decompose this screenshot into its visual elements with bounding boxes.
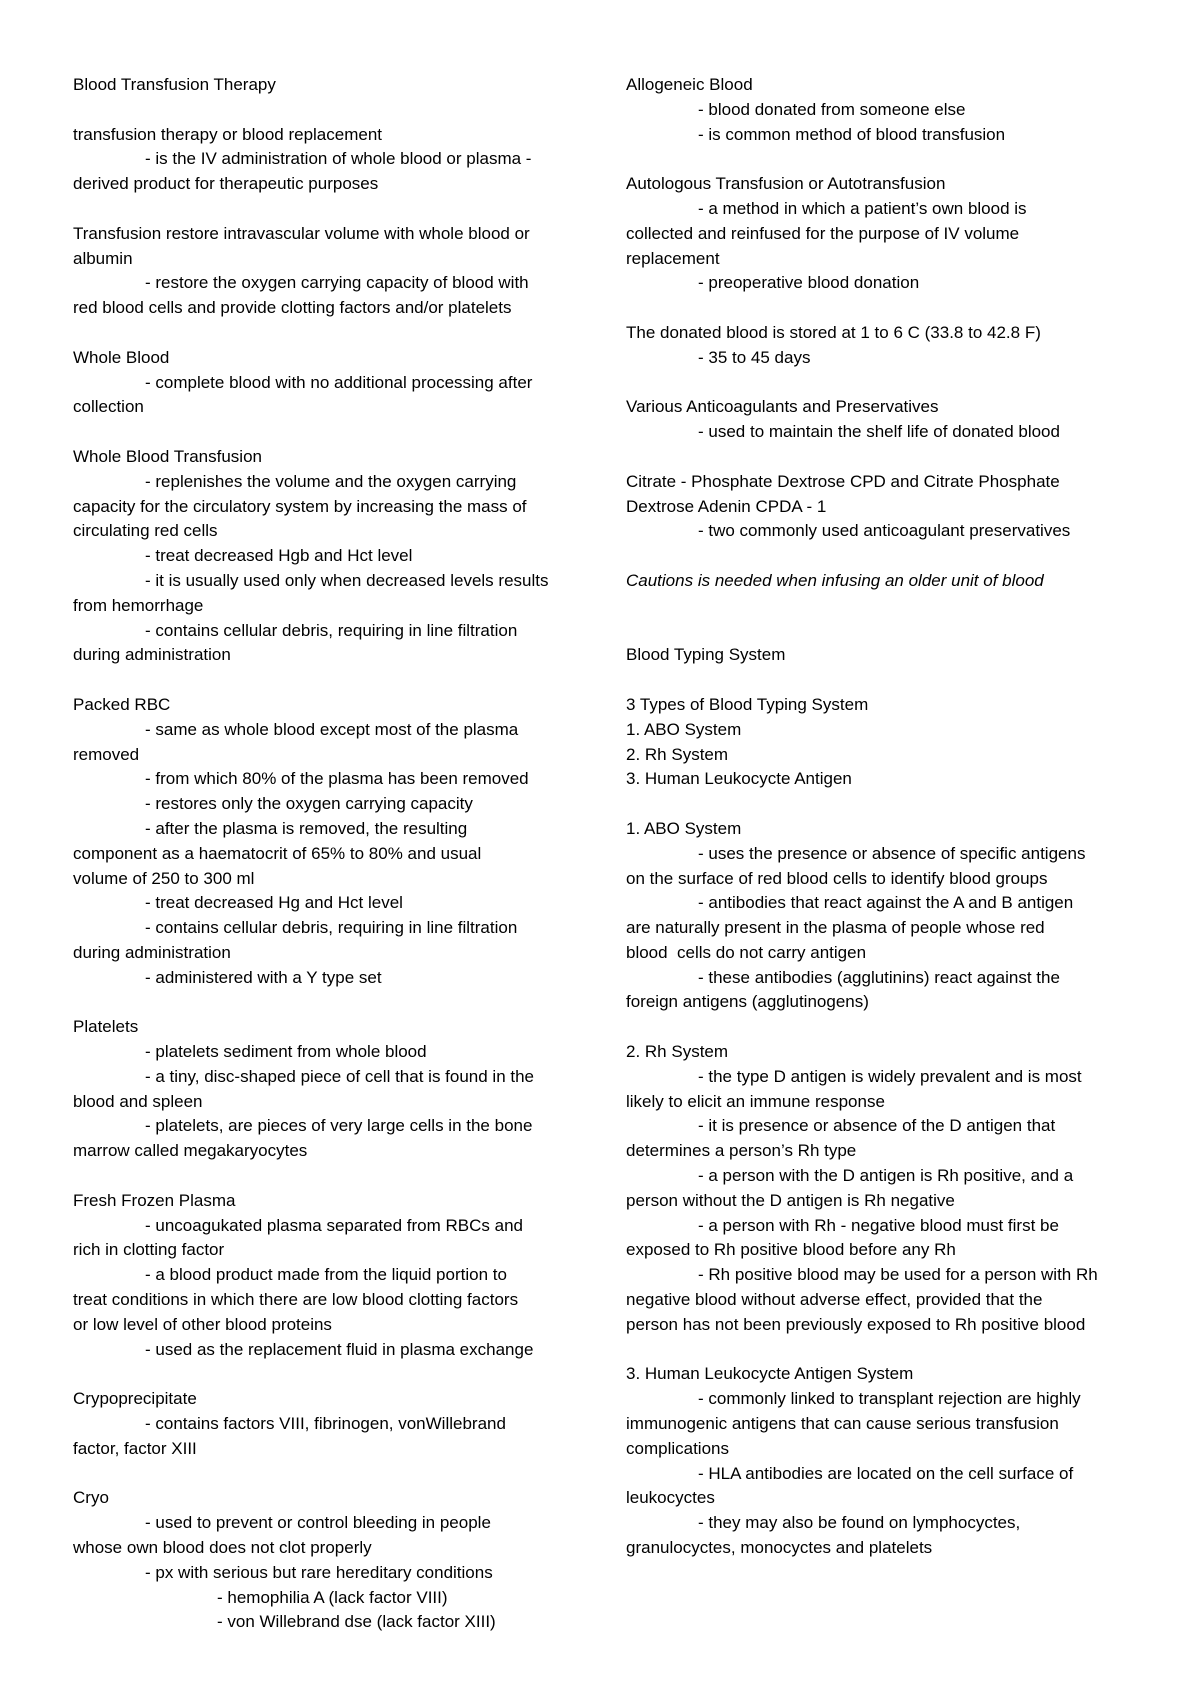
text-line: - platelets, are pieces of very large cells in the bone — [145, 1116, 533, 1136]
text-line: - 35 to 45 days — [698, 347, 811, 367]
text-line: leukocyctes — [626, 1488, 715, 1508]
text-line: or low level of other blood proteins — [73, 1314, 332, 1334]
text-line: removed — [73, 744, 140, 764]
text-line: - a method in which a patient’s own blood is — [698, 198, 1027, 218]
text-line: - same as whole blood except most of the plasma — [145, 719, 519, 739]
text-line: 2. Rh System — [626, 744, 729, 764]
text-line: - used to prevent or control bleeding in people — [145, 1513, 491, 1533]
text-line: 3 Types of Blood Typing System — [626, 694, 869, 714]
text-line: Blood Typing System — [626, 645, 786, 665]
text-line: during administration — [73, 645, 231, 665]
text-line: - HLA antibodies are located on the cell surface of — [698, 1463, 1074, 1483]
text-line: - platelets sediment from whole blood — [145, 1042, 427, 1062]
text-line: Allogeneic Blood — [626, 75, 753, 94]
text-line: Autologous Transfusion or Autotransfusion — [626, 174, 946, 194]
text-line: - blood donated from someone else — [698, 99, 966, 119]
text-line: Whole Blood — [73, 347, 170, 367]
blank-line — [626, 1338, 1146, 1363]
text-line: likely to elicit an immune response — [626, 1091, 885, 1111]
text-line: Crypoprecipitate — [73, 1389, 197, 1409]
blank-line — [626, 296, 1146, 321]
text-line: Cautions is needed when infusing an older unit of blood — [626, 570, 1044, 590]
text-line: - antibodies that react against the A and B antigen — [698, 893, 1074, 913]
text-line: - two commonly used anticoagulant preservatives — [698, 521, 1071, 541]
text-line: - used to maintain the shelf life of donated blood — [698, 422, 1060, 442]
text-line: foreign antigens (agglutinogens) — [626, 992, 869, 1012]
blank-line — [73, 668, 593, 693]
text-line: - von Willebrand dse (lack factor XIII) — [217, 1612, 496, 1632]
text-line: factor, factor XIII — [73, 1438, 197, 1458]
text-line: - commonly linked to transplant rejection are highly — [698, 1389, 1081, 1409]
text-line: 1. ABO System — [626, 818, 742, 838]
text-line: Platelets — [73, 1017, 139, 1037]
text-line: - it is usually used only when decreased levels results — [145, 570, 549, 590]
text-line: - administered with a Y type set — [145, 967, 382, 987]
text-line: blood cells do not carry antigen — [626, 942, 867, 962]
text-line: - contains cellular debris, requiring in line filtration — [145, 918, 518, 938]
text-line: - preoperative blood donation — [698, 273, 920, 293]
text-line: - restores only the oxygen carrying capacity — [145, 794, 473, 814]
text-line: - used as the replacement fluid in plasma exchange — [145, 1339, 534, 1359]
text-line: 2. Rh System — [626, 1042, 729, 1062]
blank-line — [626, 147, 1146, 172]
blank-line — [73, 98, 593, 123]
text-line: Fresh Frozen Plasma — [73, 1190, 236, 1210]
text-line: - treat decreased Hg and Hct level — [145, 893, 403, 913]
text-line: - uncoagukated plasma separated from RBCs and — [145, 1215, 523, 1235]
text-line: - Rh positive blood may be used for a person with Rh — [698, 1265, 1098, 1285]
text-line: - it is presence or absence of the D antigen that — [698, 1116, 1056, 1136]
blank-line — [73, 321, 593, 346]
text-line: exposed to Rh positive blood before any Rh — [626, 1240, 956, 1260]
text-line: - they may also be found on lymphocyctes, — [698, 1513, 1021, 1533]
text-line: component as a haematocrit of 65% to 80% and usual — [73, 843, 482, 863]
text-line: complications — [626, 1438, 729, 1458]
blank-line — [626, 619, 1146, 644]
text-line: from hemorrhage — [73, 595, 204, 615]
text-line: volume of 250 to 300 ml — [73, 868, 255, 888]
text-line: marrow called megakaryocytes — [73, 1141, 308, 1161]
text-line: Packed RBC — [73, 694, 171, 714]
text-line: 3. Human Leukocycte Antigen System — [626, 1364, 914, 1384]
text-line: rich in clotting factor — [73, 1240, 225, 1260]
blank-line — [73, 990, 593, 1015]
text-line: Blood Transfusion Therapy — [73, 75, 276, 94]
right-column — [626, 73, 1146, 1561]
text-line: Various Anticoagulants and Preservatives — [626, 397, 939, 417]
blank-line — [73, 1164, 593, 1189]
text-line: - from which 80% of the plasma has been removed — [145, 769, 529, 789]
blank-line — [626, 445, 1146, 470]
text-line: transfusion therapy or blood replacement — [73, 124, 383, 144]
text-line: - a blood product made from the liquid portion to — [145, 1265, 507, 1285]
text-line: person has not been previously exposed to Rh positive blood — [626, 1314, 1086, 1334]
text-line: - treat decreased Hgb and Hct level — [145, 546, 413, 566]
text-line: negative blood without adverse effect, provided that the — [626, 1290, 1043, 1310]
text-line: collected and reinfused for the purpose of IV volume — [626, 223, 1020, 243]
text-line: determines a person’s Rh type — [626, 1141, 857, 1161]
text-line: red blood cells and provide clotting factors and/or platelets — [73, 298, 512, 318]
text-line: - a person with Rh - negative blood must first be — [698, 1215, 1059, 1235]
text-line: treat conditions in which there are low blood clotting factors — [73, 1290, 519, 1310]
text-line: 1. ABO System — [626, 719, 742, 739]
text-line: person without the D antigen is Rh negative — [626, 1190, 955, 1210]
text-line: The donated blood is stored at 1 to 6 C (33.8 to 42.8 F) — [626, 322, 1041, 342]
text-line: - these antibodies (agglutinins) react against the — [698, 967, 1060, 987]
text-line: - contains cellular debris, requiring in line filtration — [145, 620, 518, 640]
text-line: - contains factors VIII, fibrinogen, vonWillebrand — [145, 1414, 506, 1434]
text-line: blood and spleen — [73, 1091, 203, 1111]
text-line: - the type D antigen is widely prevalent and is most — [698, 1066, 1082, 1086]
text-line: during administration — [73, 942, 231, 962]
blank-line — [626, 668, 1146, 693]
text-line: replacement — [626, 248, 720, 268]
text-line: albumin — [73, 248, 133, 268]
text-line: 3. Human Leukocycte Antigen — [626, 769, 852, 789]
blank-line — [626, 792, 1146, 817]
text-line: - px with serious but rare hereditary conditions — [145, 1562, 493, 1582]
text-line: derived product for therapeutic purposes — [73, 174, 379, 194]
text-line: - restore the oxygen carrying capacity of blood with — [145, 273, 529, 293]
text-line: - is the IV administration of whole blood or plasma - — [145, 149, 532, 169]
blank-line — [73, 1462, 593, 1487]
text-line: are naturally present in the plasma of people whose red — [626, 918, 1045, 938]
blank-line — [73, 420, 593, 445]
blank-line — [73, 197, 593, 222]
text-line: - uses the presence or absence of specific antigens — [698, 843, 1086, 863]
text-line: on the surface of red blood cells to identify blood groups — [626, 868, 1048, 888]
text-line: granulocyctes, monocyctes and platelets — [626, 1538, 933, 1558]
text-line: collection — [73, 397, 144, 417]
blank-line — [626, 594, 1146, 619]
text-line: Whole Blood Transfusion — [73, 446, 262, 466]
text-line: - hemophilia A (lack factor VIII) — [217, 1587, 448, 1607]
text-line: - a tiny, disc-shaped piece of cell that is found in the — [145, 1066, 535, 1086]
text-line: - a person with the D antigen is Rh positive, and a — [698, 1166, 1074, 1186]
text-line: Dextrose Adenin CPDA - 1 — [626, 496, 827, 516]
text-line: immunogenic antigens that can cause serious transfusion — [626, 1414, 1059, 1434]
blank-line — [626, 1015, 1146, 1040]
text-line: Transfusion restore intravascular volume with whole blood or — [73, 223, 530, 243]
text-line: - replenishes the volume and the oxygen carrying — [145, 471, 517, 491]
left-column — [73, 73, 593, 1635]
text-line: - complete blood with no additional processing after — [145, 372, 533, 392]
text-line: Cryo — [73, 1488, 109, 1508]
text-line: whose own blood does not clot properly — [73, 1538, 372, 1558]
blank-line — [73, 1362, 593, 1387]
blank-line — [626, 544, 1146, 569]
text-line: Citrate - Phosphate Dextrose CPD and Citrate Phosphate — [626, 471, 1060, 491]
blank-line — [626, 371, 1146, 396]
text-line: - after the plasma is removed, the resulting — [145, 818, 468, 838]
text-line: circulating red cells — [73, 521, 218, 541]
text-line: capacity for the circulatory system by increasing the mass of — [73, 496, 527, 516]
text-line: - is common method of blood transfusion — [698, 124, 1006, 144]
